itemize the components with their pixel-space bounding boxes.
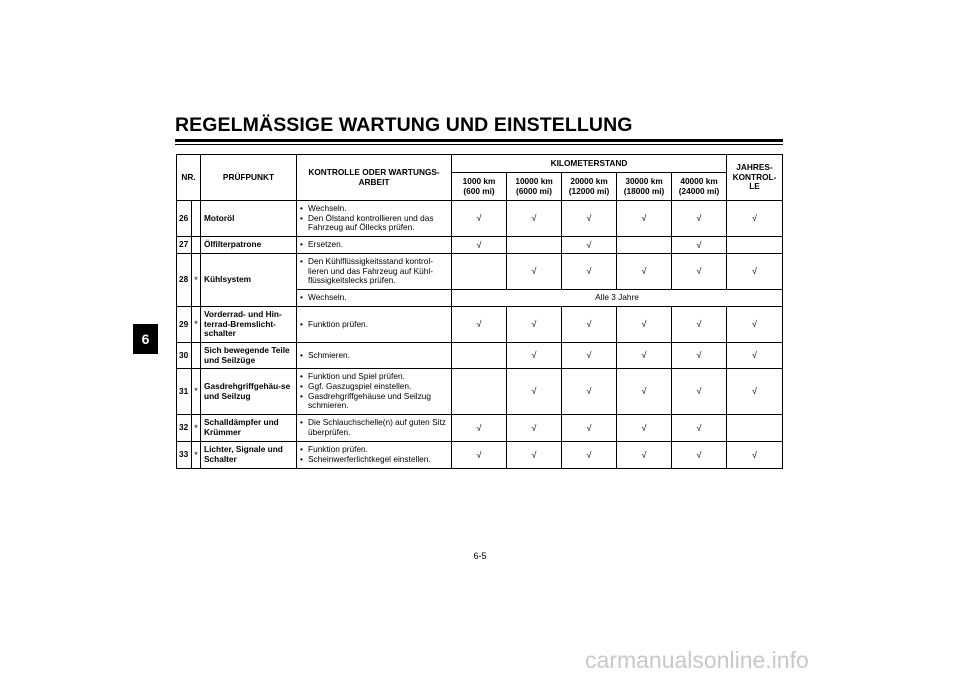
row-pruefpunkt: Lichter, Signale und Schalter xyxy=(201,442,297,469)
empty-cell xyxy=(617,237,672,254)
row-pruefpunkt: Motoröl xyxy=(201,201,297,237)
row-kontrolle xyxy=(297,369,452,415)
empty-cell xyxy=(452,254,507,290)
page-title: REGELMÄSSIGE WARTUNG UND EINSTELLUNG xyxy=(175,114,633,136)
check-mark: √ xyxy=(507,307,562,343)
check-mark: √ xyxy=(617,442,672,469)
check-mark: √ xyxy=(507,442,562,469)
empty-cell xyxy=(727,415,783,442)
check-mark: √ xyxy=(617,415,672,442)
row-kontrolle xyxy=(297,442,452,469)
row-number: 29 xyxy=(177,307,192,343)
check-mark: √ xyxy=(452,307,507,343)
check-mark: √ xyxy=(672,254,727,290)
check-mark: √ xyxy=(562,237,617,254)
check-mark: √ xyxy=(452,415,507,442)
table-row xyxy=(177,343,783,369)
check-mark: √ xyxy=(672,415,727,442)
table-row xyxy=(177,201,783,237)
row-asterisk: * xyxy=(192,415,201,442)
row-kontrolle xyxy=(297,201,452,237)
header-pruefpunkt: PRÜFPUNKT xyxy=(201,155,297,201)
kontrolle-item: • Scheinwerferlichtkegel einstellen. xyxy=(300,455,448,465)
title-rule-thick xyxy=(175,139,783,142)
table-row xyxy=(177,237,783,254)
empty-cell xyxy=(452,369,507,415)
check-mark: √ xyxy=(507,343,562,369)
kontrolle-item: • Wechseln. xyxy=(300,204,448,214)
check-mark: √ xyxy=(672,343,727,369)
check-mark: √ xyxy=(562,343,617,369)
row-asterisk xyxy=(192,343,201,369)
row-asterisk: * xyxy=(192,369,201,415)
row-asterisk: * xyxy=(192,254,201,307)
check-mark: √ xyxy=(562,442,617,469)
row-number: 30 xyxy=(177,343,192,369)
check-mark: √ xyxy=(617,369,672,415)
row-number: 27 xyxy=(177,237,192,254)
empty-cell xyxy=(452,343,507,369)
kontrolle-item: • Gasdrehgriffgehäuse und Seilzug schmieren. xyxy=(300,392,448,412)
table-row xyxy=(177,307,783,343)
title-rule-thin xyxy=(175,144,783,145)
maintenance-table xyxy=(176,154,783,469)
check-mark: √ xyxy=(727,343,783,369)
table-row xyxy=(177,442,783,469)
check-mark: √ xyxy=(672,237,727,254)
row-kontrolle xyxy=(297,343,452,369)
kontrolle-item: • Den Ölstand kontrollieren und das Fahrzeug auf Öllecks prüfen. xyxy=(300,214,448,234)
check-mark: √ xyxy=(507,369,562,415)
header-interval: 10000 km (6000 mi) xyxy=(507,173,562,201)
row-pruefpunkt: Sich bewegende Teile und Seilzüge xyxy=(201,343,297,369)
check-mark: √ xyxy=(672,201,727,237)
empty-cell xyxy=(507,237,562,254)
row-number: 28 xyxy=(177,254,192,307)
check-mark: √ xyxy=(617,307,672,343)
check-mark: √ xyxy=(452,442,507,469)
check-mark: √ xyxy=(727,201,783,237)
header-nr: NR. xyxy=(177,155,201,201)
check-mark: √ xyxy=(562,369,617,415)
table-row xyxy=(177,369,783,415)
header-kontrolle: KONTROLLE ODER WARTUNGS-ARBEIT xyxy=(297,155,452,201)
row-pruefpunkt: Ölfilterpatrone xyxy=(201,237,297,254)
kontrolle-item: • Ggf. Gaszugspiel einstellen. xyxy=(300,382,448,392)
row-asterisk xyxy=(192,201,201,237)
header-interval: 1000 km (600 mi) xyxy=(452,173,507,201)
row-asterisk xyxy=(192,237,201,254)
row-kontrolle xyxy=(297,237,452,254)
check-mark: √ xyxy=(617,201,672,237)
table-row xyxy=(177,254,783,290)
row-kontrolle xyxy=(297,290,452,307)
kontrolle-item: • Wechseln. xyxy=(300,293,448,303)
row-number: 33 xyxy=(177,442,192,469)
watermark: carmanualsonline.info xyxy=(585,647,809,673)
row-number: 32 xyxy=(177,415,192,442)
header-interval: 20000 km (12000 mi) xyxy=(562,173,617,201)
header-kilometerstand: KILOMETERSTAND xyxy=(452,155,727,173)
row-kontrolle xyxy=(297,307,452,343)
kontrolle-item: • Funktion prüfen. xyxy=(300,445,448,455)
header-interval: 30000 km (18000 mi) xyxy=(617,173,672,201)
row-asterisk: * xyxy=(192,442,201,469)
check-mark: √ xyxy=(672,307,727,343)
check-mark: √ xyxy=(727,307,783,343)
table-row xyxy=(177,415,783,442)
kontrolle-item: • Die Schlauchschelle(n) auf guten Sitz überprüfen. xyxy=(300,418,448,438)
kontrolle-item: • Den Kühlflüssigkeitsstand kontrol-lieren und das Fahrzeug auf Kühl-flüssigkeitslecks prüfen. xyxy=(300,257,448,287)
chapter-tab: 6 xyxy=(133,324,158,354)
check-mark: √ xyxy=(562,415,617,442)
check-mark: √ xyxy=(617,343,672,369)
kontrolle-item: • Funktion und Spiel prüfen. xyxy=(300,372,448,382)
kontrolle-item: • Funktion prüfen. xyxy=(300,320,448,330)
row-number: 31 xyxy=(177,369,192,415)
row-kontrolle xyxy=(297,254,452,290)
check-mark: √ xyxy=(672,369,727,415)
check-mark: √ xyxy=(562,254,617,290)
header-jahreskontrolle: JAHRES-KONTROL-LE xyxy=(727,155,783,201)
row-pruefpunkt: Kühlsystem xyxy=(201,254,297,307)
interval-note: Alle 3 Jahre xyxy=(452,290,783,307)
check-mark: √ xyxy=(617,254,672,290)
check-mark: √ xyxy=(507,415,562,442)
empty-cell xyxy=(727,237,783,254)
check-mark: √ xyxy=(507,254,562,290)
check-mark: √ xyxy=(727,369,783,415)
check-mark: √ xyxy=(452,237,507,254)
kontrolle-item: • Ersetzen. xyxy=(300,240,448,250)
row-asterisk: * xyxy=(192,307,201,343)
check-mark: √ xyxy=(727,442,783,469)
row-pruefpunkt: Gasdrehgriffgehäu-se und Seilzug xyxy=(201,369,297,415)
kontrolle-item: • Schmieren. xyxy=(300,351,448,361)
check-mark: √ xyxy=(562,201,617,237)
row-pruefpunkt: Schalldämpfer und Krümmer xyxy=(201,415,297,442)
check-mark: √ xyxy=(727,254,783,290)
row-number: 26 xyxy=(177,201,192,237)
check-mark: √ xyxy=(507,201,562,237)
page-number: 6-5 xyxy=(473,551,487,561)
check-mark: √ xyxy=(452,201,507,237)
row-kontrolle xyxy=(297,415,452,442)
row-pruefpunkt: Vorderrad- und Hin-terrad-Bremslicht-schalter xyxy=(201,307,297,343)
check-mark: √ xyxy=(562,307,617,343)
header-interval: 40000 km (24000 mi) xyxy=(672,173,727,201)
check-mark: √ xyxy=(672,442,727,469)
